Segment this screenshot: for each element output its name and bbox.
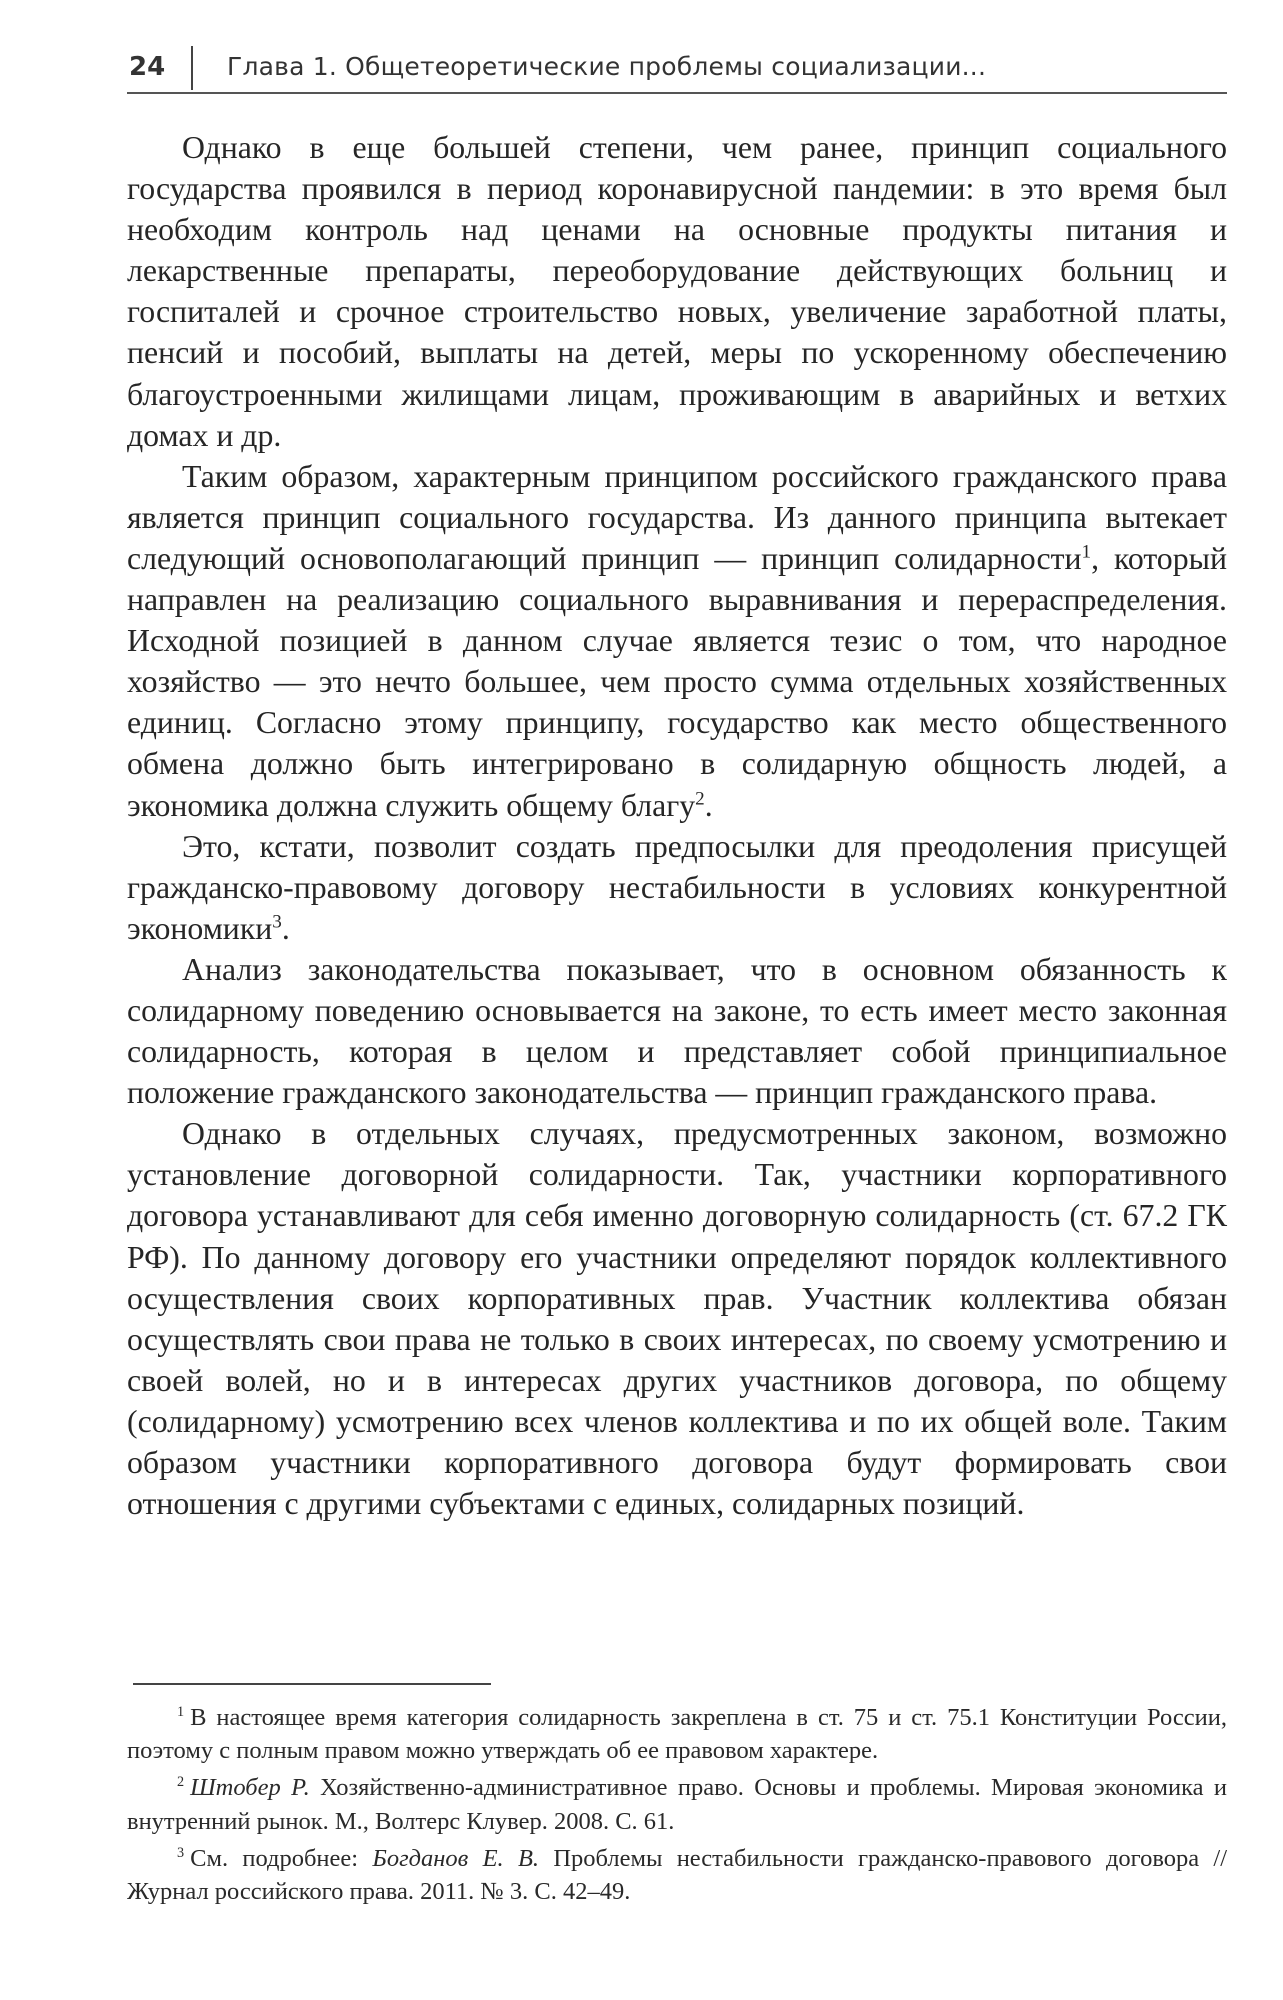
page-number: 24 xyxy=(129,52,166,82)
paragraph-text: . xyxy=(704,787,713,823)
body-text xyxy=(127,127,1227,1524)
chapter-title: Глава 1. Общетеоретические проблемы социализации... xyxy=(227,52,987,81)
footnote-ref: 1 xyxy=(1081,541,1092,563)
paragraph-text: . xyxy=(281,910,290,946)
footnote-ref: 2 xyxy=(695,787,705,809)
footnote-mark: 3 xyxy=(177,1844,185,1861)
paragraph: Однако в отдельных случаях, предусмотренных законом, возможно установление договорной солидарности. Так, участники корпоративного договора устанавливают для себя именно договорную солидарность (ст. 67.2 ГК РФ). По данному договору его участники определяют порядок коллективного осуществления своих корпоративных прав. Участник коллектива обязан осуществлять свои права не только в своих интересах, по своему усмотрению и своей волей, но и в интересах других участников договора, по общему (солидарному) усмотрению всех членов коллектива и по их общей воле. Таким образом участники корпоративного договора будут формировать свои отношения с другими субъектами с единых, солидарных позиций. xyxy=(127,1116,1227,1522)
footnote-mark: 2 xyxy=(177,1774,185,1791)
footnote-text: В настоящее время категория солидарность закреплена в ст. 75 и ст. 75.1 Конституции России, поэтому с полным правом можно утверждать об ее правовом характере. xyxy=(127,1704,1227,1765)
footnote xyxy=(127,1842,1227,1908)
footnote-text: Проблемы нестабильности гражданско-правового договора // Журнал российского права. 2011. № 3. С. 42–49. xyxy=(127,1844,1227,1906)
footnotes xyxy=(127,1701,1227,1912)
paragraph xyxy=(127,826,1227,949)
footnote-separator xyxy=(133,1683,491,1685)
paragraph-text: , который направлен на реализацию социального выравнивания и перераспределения. Исходной позицией в данном случае является тезис о том, что народное хозяйство — это нечто большее, чем просто сумма отдельных хозяйственных единиц. Согласно этому принципу, государство как место общественного обмена должно быть интегрировано в солидарную общность людей, а экономика должна служить общему благу xyxy=(127,540,1227,823)
header-divider xyxy=(191,46,193,90)
footnote-author: Штобер Р. xyxy=(190,1774,310,1802)
footnote xyxy=(127,1701,1227,1767)
paragraph-text: Таким образом, характерным принципом российского гражданского права является принцип социального государства. Из данного принципа вытекает следующий основополагающий принцип — принцип солидарности xyxy=(127,458,1227,576)
footnote-ref: 3 xyxy=(272,911,282,933)
footnote-author: Богданов Е. В. xyxy=(372,1844,540,1872)
footnote-mark: 1 xyxy=(177,1703,185,1720)
paragraph-text: Это, кстати, позволит создать предпосылки для преодоления присущей гражданско-правовому договору нестабильности в условиях конкурентной экономики xyxy=(127,828,1227,946)
paragraph: Однако в еще большей степени, чем ранее, принцип социального государства проявился в период коронавирусной пандемии: в это время был необходим контроль над ценами на основные продукты питания и лекарственные препараты, переоборудование действующих больниц и госпиталей и срочное строительство новых, увеличение заработной платы, пенсий и пособий, выплаты на детей, меры по ускоренному обеспечению благоустроенными жилищами лицам, проживающим в аварийных и ветхих домах и др. xyxy=(127,130,1227,453)
running-head xyxy=(127,46,1227,94)
footnote-text: Хозяйственно-административное право. Основы и проблемы. Мировая экономика и внутренний рынок. М., Волтерс Клувер. 2008. С. 61. xyxy=(127,1774,1227,1835)
paragraph: Анализ законодательства показывает, что в основном обязанность к солидарному поведению основывается на законе, то есть имеет место законная солидарность, которая в целом и представляет собой принципиальное положение гражданского законодательства — принцип гражданского права. xyxy=(127,951,1227,1111)
footnote xyxy=(127,1771,1227,1837)
paragraph xyxy=(127,456,1227,826)
footnote-prefix: См. подробнее: xyxy=(190,1844,373,1872)
